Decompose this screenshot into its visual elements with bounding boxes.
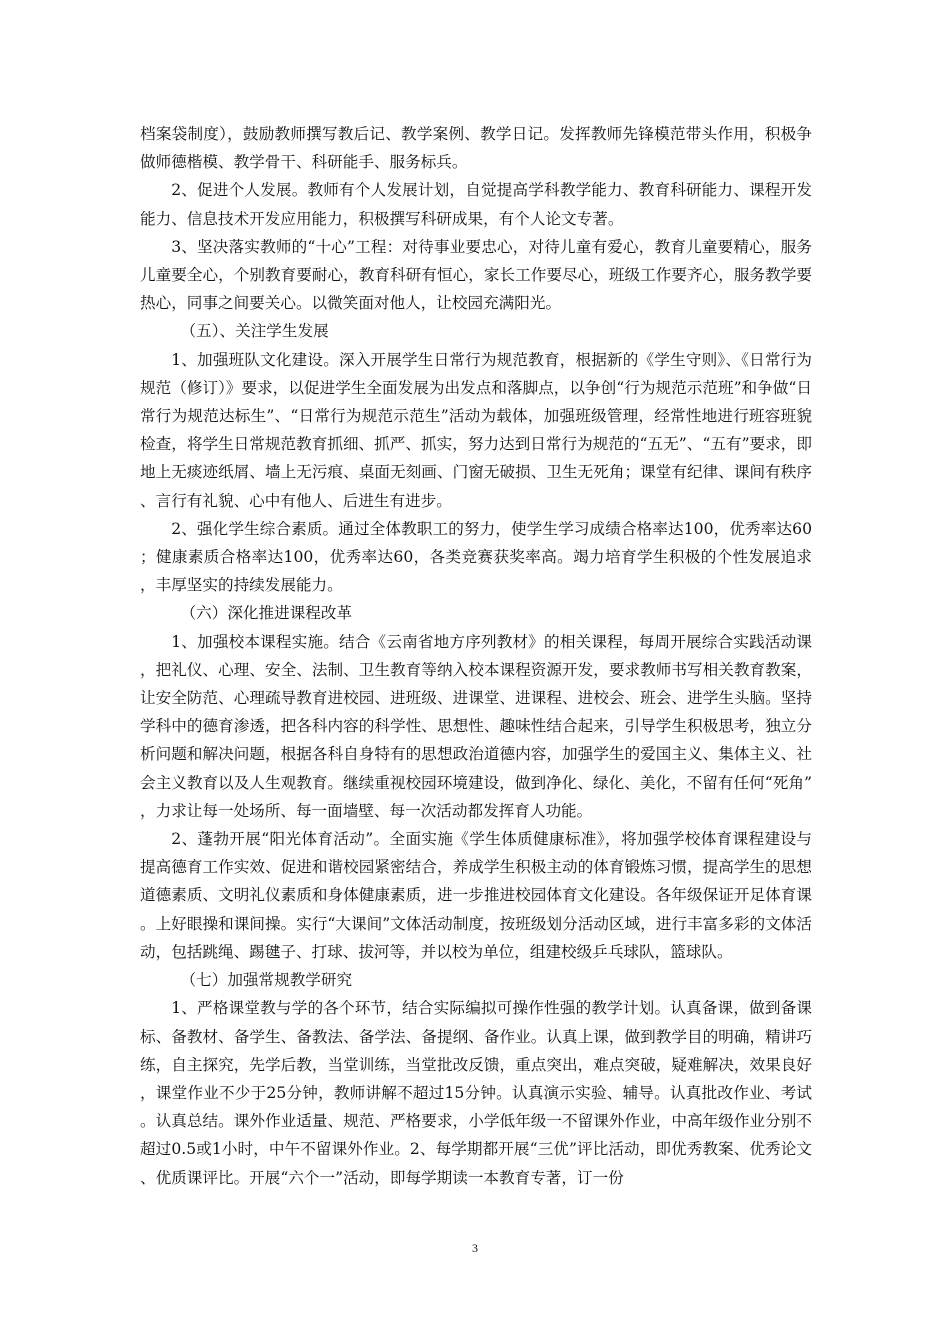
section-heading-6: （六）深化推进课程改革 bbox=[180, 604, 353, 623]
paragraph-classroom-teaching: 1、严格课堂教与学的各个环节，结合实际编拟可操作性强的教学计划。认真备课，做到备课标、备教材、备学生、备教法、备学法、备提纲、备作业。认真上课，做到教学目的明确，精讲巧练，自主探究，先学后教，当堂训练，当堂批改反馈，重点突出，难点突破，疑难解决，效果良好，课堂作业不少于25分钟，教师讲解不超过15分钟。认真演示实验、辅导。认真批改作业、考试。认真总结。课外作业适量、规范、严格要求，小学低年级一不留课外作业，中高年级作业分别不超过0.5或1小时，中午不留课外作业。2、每学期都开展“三优”评比活动，即优秀教案、优秀论文、优质课评比。开展“六个一”活动，即每学期读一本教育专著，订一份 bbox=[140, 999, 812, 1187]
paragraph-personal-development: 2、促进个人发展。教师有个人发展计划，自觉提高学科教学能力、教育科研能力、课程开发能力、信息技术开发应用能力，积极撰写科研成果，有个人论文专著。 bbox=[140, 181, 812, 228]
document-body bbox=[140, 120, 812, 1192]
paragraph-student-quality: 2、强化学生综合素质。通过全体教职工的努力，使学生学习成绩合格率达100，优秀率达60；健康素质合格率达100，优秀率达60，各类竞赛获奖率高。竭力培育学生积极的个性发展追求，丰厚坚实的持续发展能力。 bbox=[140, 519, 812, 595]
paragraph-ten-hearts: 3、坚决落实教师的“十心”工程：对待事业要忠心，对待儿童有爱心，教育儿童要精心，服务儿童要全心，个别教育要耐心，教育科研有恒心，家长工作要尽心，班级工作要齐心，服务教学要热心，同事之间要关心。以微笑面对他人，让校园充满阳光。 bbox=[140, 237, 812, 313]
section-heading-7: （七）加强常规教学研究 bbox=[180, 971, 353, 990]
paragraph-school-curriculum: 1、加强校本课程实施。结合《云南省地方序列教材》的相关课程，每周开展综合实践活动课，把礼仪、心理、安全、法制、卫生教育等纳入校本课程资源开发，要求教师书写相关教育教案，让安全防范、心理疏导教育进校园、进班级、进课堂、进课程、进校会、班会、进学生头脑。坚持学科中的德育渗透，把各科内容的科学性、思想性、趣味性结合起来，引导学生积极思考，独立分析问题和解决问题，根据各科自身特有的思想政治道德内容，加强学生的爱国主义、集体主义、社会主义教育以及人生观教育。继续重视校园环境建设，做到净化、绿化、美化，不留有任何“死角”，力求让每一处场所、每一面墙壁、每一次活动都发挥育人功能。 bbox=[140, 632, 812, 820]
paragraph-class-culture: 1、加强班队文化建设。深入开展学生日常行为规范教育，根据新的《学生守则》、《日常行为规范（修订）》要求，以促进学生全面发展为出发点和落脚点，以争创“行为规范示范班”和争做“日常行为规范达标生”、“日常行为规范示范生”活动为载体，加强班级管理，经常性地进行班容班貌检查，将学生日常规范教育抓细、抓严、抓实，努力达到日常行为规范的“五无”、“五有”要求，即地上无痰迹纸屑、墙上无污痕、桌面无刻画、门窗无破损、卫生无死角；课堂有纪律、课间有秩序、言行有礼貌、心中有他人、后进生有进步。 bbox=[140, 350, 812, 510]
page-number: 3 bbox=[472, 1241, 478, 1255]
paragraph-sunshine-sports: 2、蓬勃开展“阳光体育活动”。全面实施《学生体质健康标准》，将加强学校体育课程建设与提高德育工作实效、促进和谐校园紧密结合，养成学生积极主动的体育锻炼习惯，提高学生的思想道德素质、文明礼仪素质和身体健康素质，进一步推进校园体育文化建设。各年级保证开足体育课。上好眼操和课间操。实行“大课间”文体活动制度，按班级划分活动区域，进行丰富多彩的文体活动，包括跳绳、踢毽子、打球、拔河等，并以校为单位，组建校级乒乓球队，篮球队。 bbox=[140, 830, 812, 961]
section-heading-5: （五）、关注学生发展 bbox=[180, 322, 329, 341]
paragraph-continuation: 档案袋制度），鼓励教师撰写教后记、教学案例、教学日记。发挥教师先锋模范带头作用，积极争做师德楷模、教学骨干、科研能手、服务标兵。 bbox=[140, 125, 812, 172]
